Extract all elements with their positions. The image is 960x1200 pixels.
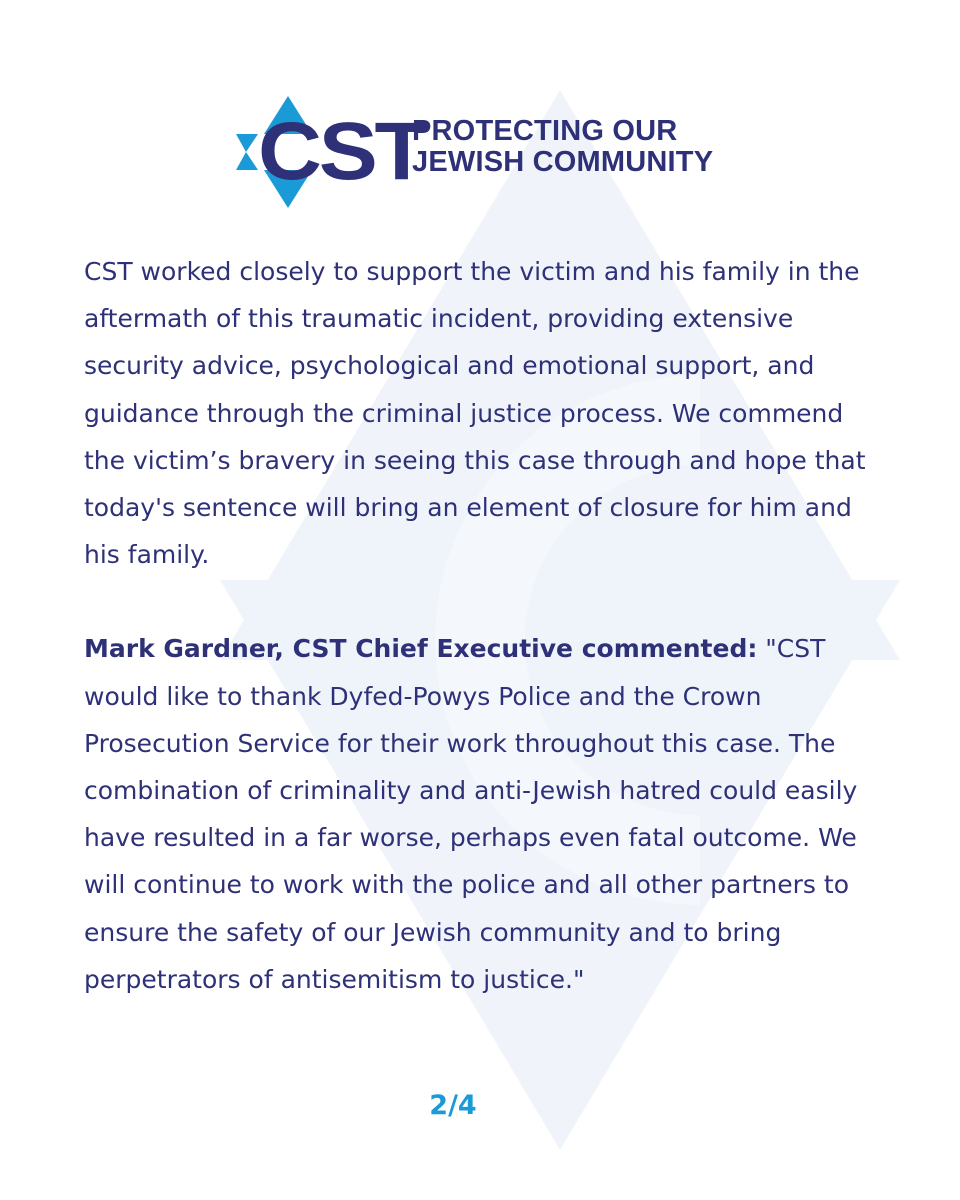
logo-letters: CST: [258, 106, 426, 197]
quote-paragraph: [84, 625, 884, 1003]
page-indicator: 2/4: [429, 1090, 477, 1121]
statement-paragraph: CST worked closely to support the victim and his family in the aftermath of this traumatic incident, providing extensive security advice, psychological and emotional support, and guidance through the criminal justice process. We commend the victim’s bravery in seeing this case through and hope that today's sentence will bring an element of closure for him and his family.: [84, 257, 866, 570]
logo-tagline: [412, 116, 713, 178]
logo-tagline-line2: JEWISH COMMUNITY: [412, 146, 714, 178]
statement-body: [84, 248, 884, 1003]
logo-tagline-line1: PROTECTING OUR: [412, 115, 678, 147]
quote-text: "CST would like to thank Dyfed-Powys Police and the Crown Prosecution Service for their work throughout this case. The combination of criminality and anti-Jewish hatred could easily have resulted in a far worse, perhaps even fatal outcome. We will continue to work with the police and all other partners to ensure the safety of our Jewish community and to bring perpetrators of antisemitism to justice.": [84, 634, 858, 994]
cst-logo: [236, 96, 726, 208]
quote-attribution: Mark Gardner, CST Chief Executive commented:: [84, 634, 758, 664]
